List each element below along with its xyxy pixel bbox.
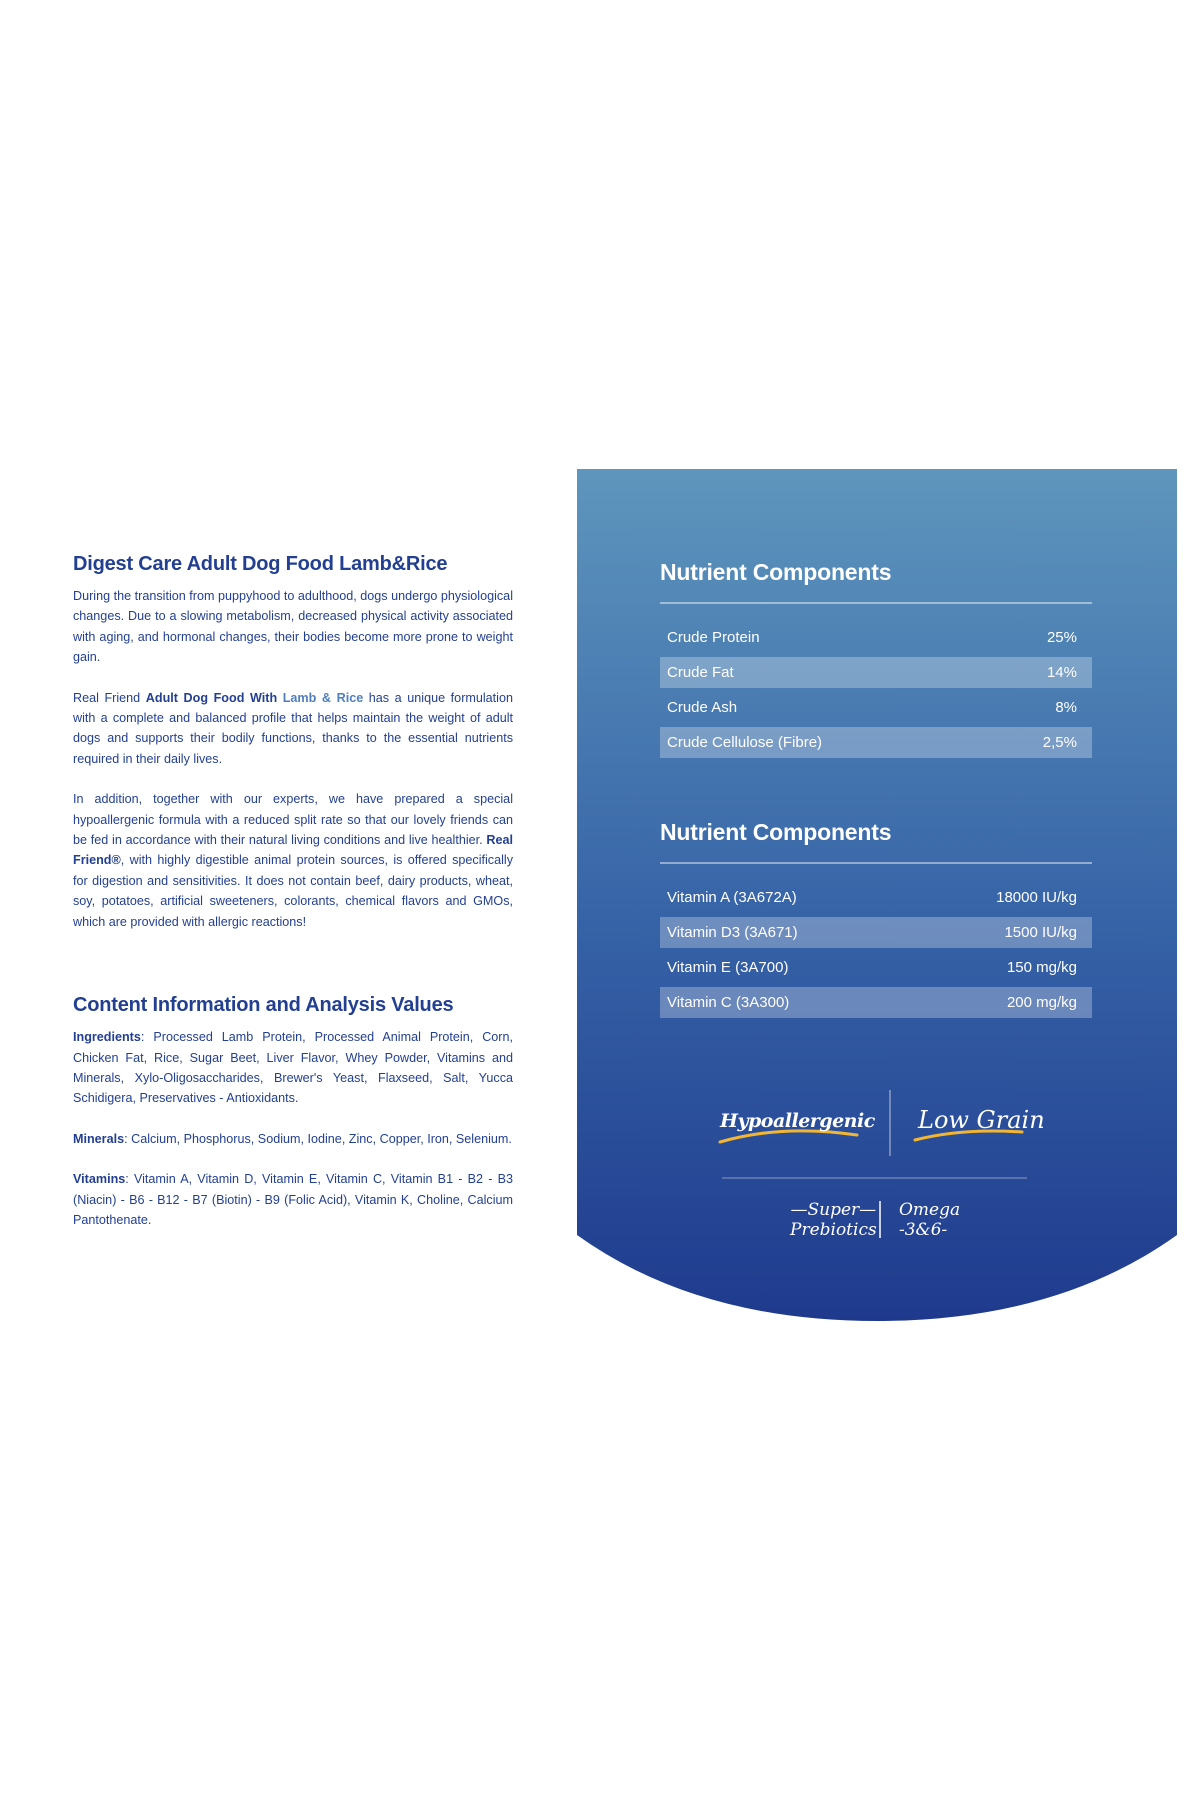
nutrient-value: 2,5% <box>1042 734 1077 751</box>
vitamins-label: Vitamins <box>73 1172 126 1187</box>
nutrient-row <box>660 622 1092 653</box>
prebiotics-label: Prebiotics <box>790 1220 877 1240</box>
content-info-title: Content Information and Analysis Values <box>73 994 454 1017</box>
nutrient-name: Crude Ash <box>667 699 738 716</box>
vitamin-name: Vitamin C (3A300) <box>667 994 790 1011</box>
badge-decorations <box>577 1090 1177 1290</box>
vitamin-row <box>660 987 1092 1018</box>
nutrient-name: Crude Cellulose (Fibre) <box>667 734 823 751</box>
nutrient-value: 8% <box>1055 699 1077 716</box>
vitamin-value: 18000 IU/kg <box>996 889 1077 906</box>
omega-badge <box>899 1200 960 1240</box>
formula-paragraph <box>73 688 513 770</box>
product-flavor-highlight: Lamb & Rice <box>282 690 364 705</box>
hypoallergenic-paragraph <box>73 789 513 932</box>
nutrient-table-1 <box>660 559 1092 758</box>
low-grain-badge: Low Grain <box>918 1106 1045 1134</box>
hypo-text-b: , with highly digestible animal protein sources, is offered specifically for digestion and sensitivities. It does not contain beef, dairy products, wheat, soy, potatoes, artificial sweeteners, colorants, chemical flavors and GMOs, which are provided with allergic reactions! <box>73 853 513 929</box>
product-name-bold: Adult Dog Food With <box>145 690 283 705</box>
ingredients-label: Ingredients <box>73 1030 141 1045</box>
content-information-section <box>73 994 513 1230</box>
divider <box>660 602 1092 604</box>
formula-text: has a unique formulation with a complete and balanced profile that helps maintain the weight of adult dogs and supports their bodily functions, thanks to the essential nutrients required in their daily lives. <box>73 690 513 766</box>
nutrient-value: 25% <box>1046 629 1077 646</box>
vitamin-name: Vitamin A (3A672A) <box>667 889 797 906</box>
brand-text: Real Friend <box>73 690 146 705</box>
nutrient-row <box>660 657 1092 688</box>
vitamin-row <box>660 917 1092 948</box>
vitamins-text: : Vitamin A, Vitamin D, Vitamin E, Vitamin C, Vitamin B1 - B2 - B3 (Niacin) - B6 - B12 - B7 (Biotin) - B9 (Folic Acid), Vitamin K, Choline, Calcium Pantothenate. <box>73 1172 513 1227</box>
vitamin-row <box>660 882 1092 913</box>
vitamin-name: Vitamin D3 (3A671) <box>667 924 798 941</box>
feature-badges <box>577 1090 1177 1290</box>
minerals-text: : Calcium, Phosphorus, Sodium, Iodine, Zinc, Copper, Iron, Selenium. <box>124 1131 512 1146</box>
vitamin-value: 200 mg/kg <box>1006 994 1077 1011</box>
product-title: Digest Care Adult Dog Food Lamb&Rice <box>73 553 448 575</box>
product-description <box>73 553 513 1230</box>
ingredients-paragraph <box>73 1027 513 1109</box>
nutrient-components-title-2: Nutrient Components <box>660 819 892 845</box>
omega-label: Omega <box>899 1200 961 1220</box>
omega-number-label: -3&6- <box>899 1220 948 1240</box>
minerals-paragraph <box>73 1129 513 1149</box>
super-label: —Super— <box>790 1200 877 1220</box>
nutrient-components-title-1: Nutrient Components <box>660 559 892 585</box>
hypo-text-a: In addition, together with our experts, we have prepared a special hypoallergenic formula with a reduced split rate so that our lovely friends can be fed in accordance with their natural living conditions and live healthier. <box>73 792 513 848</box>
brand-name: Real Friend® <box>73 833 513 868</box>
nutrient-name: Crude Fat <box>667 664 734 681</box>
vitamin-value: 150 mg/kg <box>1006 959 1077 976</box>
vitamin-value: 1500 IU/kg <box>1004 924 1077 941</box>
nutrient-row <box>660 727 1092 758</box>
intro-paragraph: During the transition from puppyhood to adulthood, dogs undergo physiological changes. Due to a slowing metabolism, decreased physical activity associated with aging, and hormonal changes, their bodies become more prone to weight gain. <box>73 589 513 665</box>
divider <box>660 862 1092 864</box>
minerals-label: Minerals <box>73 1131 125 1146</box>
vitamin-row <box>660 952 1092 983</box>
nutrient-value: 14% <box>1046 664 1077 681</box>
super-prebiotics-badge <box>790 1200 877 1240</box>
nutrient-name: Crude Protein <box>667 629 760 646</box>
vitamin-name: Vitamin E (3A700) <box>667 959 789 976</box>
nutrient-table-2 <box>660 819 1092 1018</box>
nutrient-row <box>660 692 1092 723</box>
ingredients-text: : Processed Lamb Protein, Processed Animal Protein, Corn, Chicken Fat, Rice, Sugar Beet, Liver Flavor, Whey Powder, Vitamins and Minerals, Xylo-Oligosaccharides, Brewer's Yeast, Flaxseed, Salt, Yucca Schidigera, Preservatives - Antioxidants. <box>73 1030 513 1106</box>
nutrient-panel <box>577 469 1177 1323</box>
vitamins-paragraph <box>73 1169 513 1230</box>
hypoallergenic-badge: Hypoallergenic <box>720 1110 875 1132</box>
